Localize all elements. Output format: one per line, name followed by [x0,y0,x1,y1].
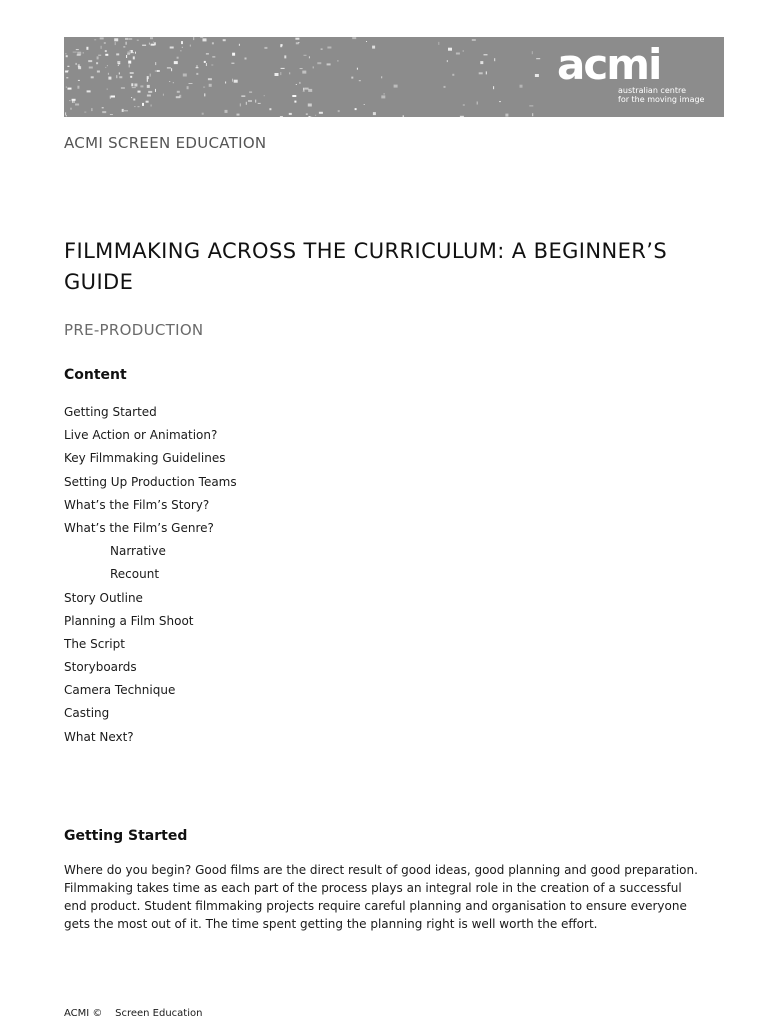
header-kicker: ACMI SCREEN EDUCATION [64,134,267,152]
header-banner [64,37,724,117]
toc-item: The Script [64,636,125,651]
toc-item: Setting Up Production Teams [64,474,237,489]
toc-subitem: Recount [110,567,160,582]
section-label: PRE-PRODUCTION [64,321,204,339]
table-of-contents [64,401,237,749]
toc-item: Camera Technique [64,683,176,698]
page-footer: ACMI © Screen Education [64,1008,203,1019]
toc-item: Planning a Film Shoot [64,613,194,628]
logo-wordmark: acmi [557,40,661,89]
contents-heading: Content [64,367,127,383]
toc-item: Key Filmmaking Guidelines [64,451,226,466]
toc-item: Casting [64,706,110,721]
toc-item: What Next? [64,729,134,744]
toc-item: Story Outline [64,590,143,605]
document-title: FILMMAKING ACROSS THE CURRICULUM: A BEGINNER’S GUIDE [64,239,668,294]
getting-started-heading: Getting Started [64,828,188,844]
toc-subitem: Narrative [110,544,166,559]
toc-item: Live Action or Animation? [64,428,218,443]
getting-started-paragraph: Where do you begin? Good films are the direct result of good ideas, good planning and good preparation. Filmmaking takes time as each part of the process plays an integral role in the creation of a successful end product. Student filmmaking projects require careful planning and organisation to ensure everyone gets the most out of it. The time spent getting the planning right is well worth the effort. [64,863,698,931]
logo-tagline-line2: for the moving image [618,95,705,104]
toc-item: Storyboards [64,660,137,675]
acmi-logo [557,41,704,104]
toc-item: What’s the Film’s Genre? [64,520,214,535]
logo-tagline-line1: australian centre [618,86,686,95]
toc-item: Getting Started [64,405,157,419]
toc-item: What’s the Film’s Story? [64,497,210,512]
